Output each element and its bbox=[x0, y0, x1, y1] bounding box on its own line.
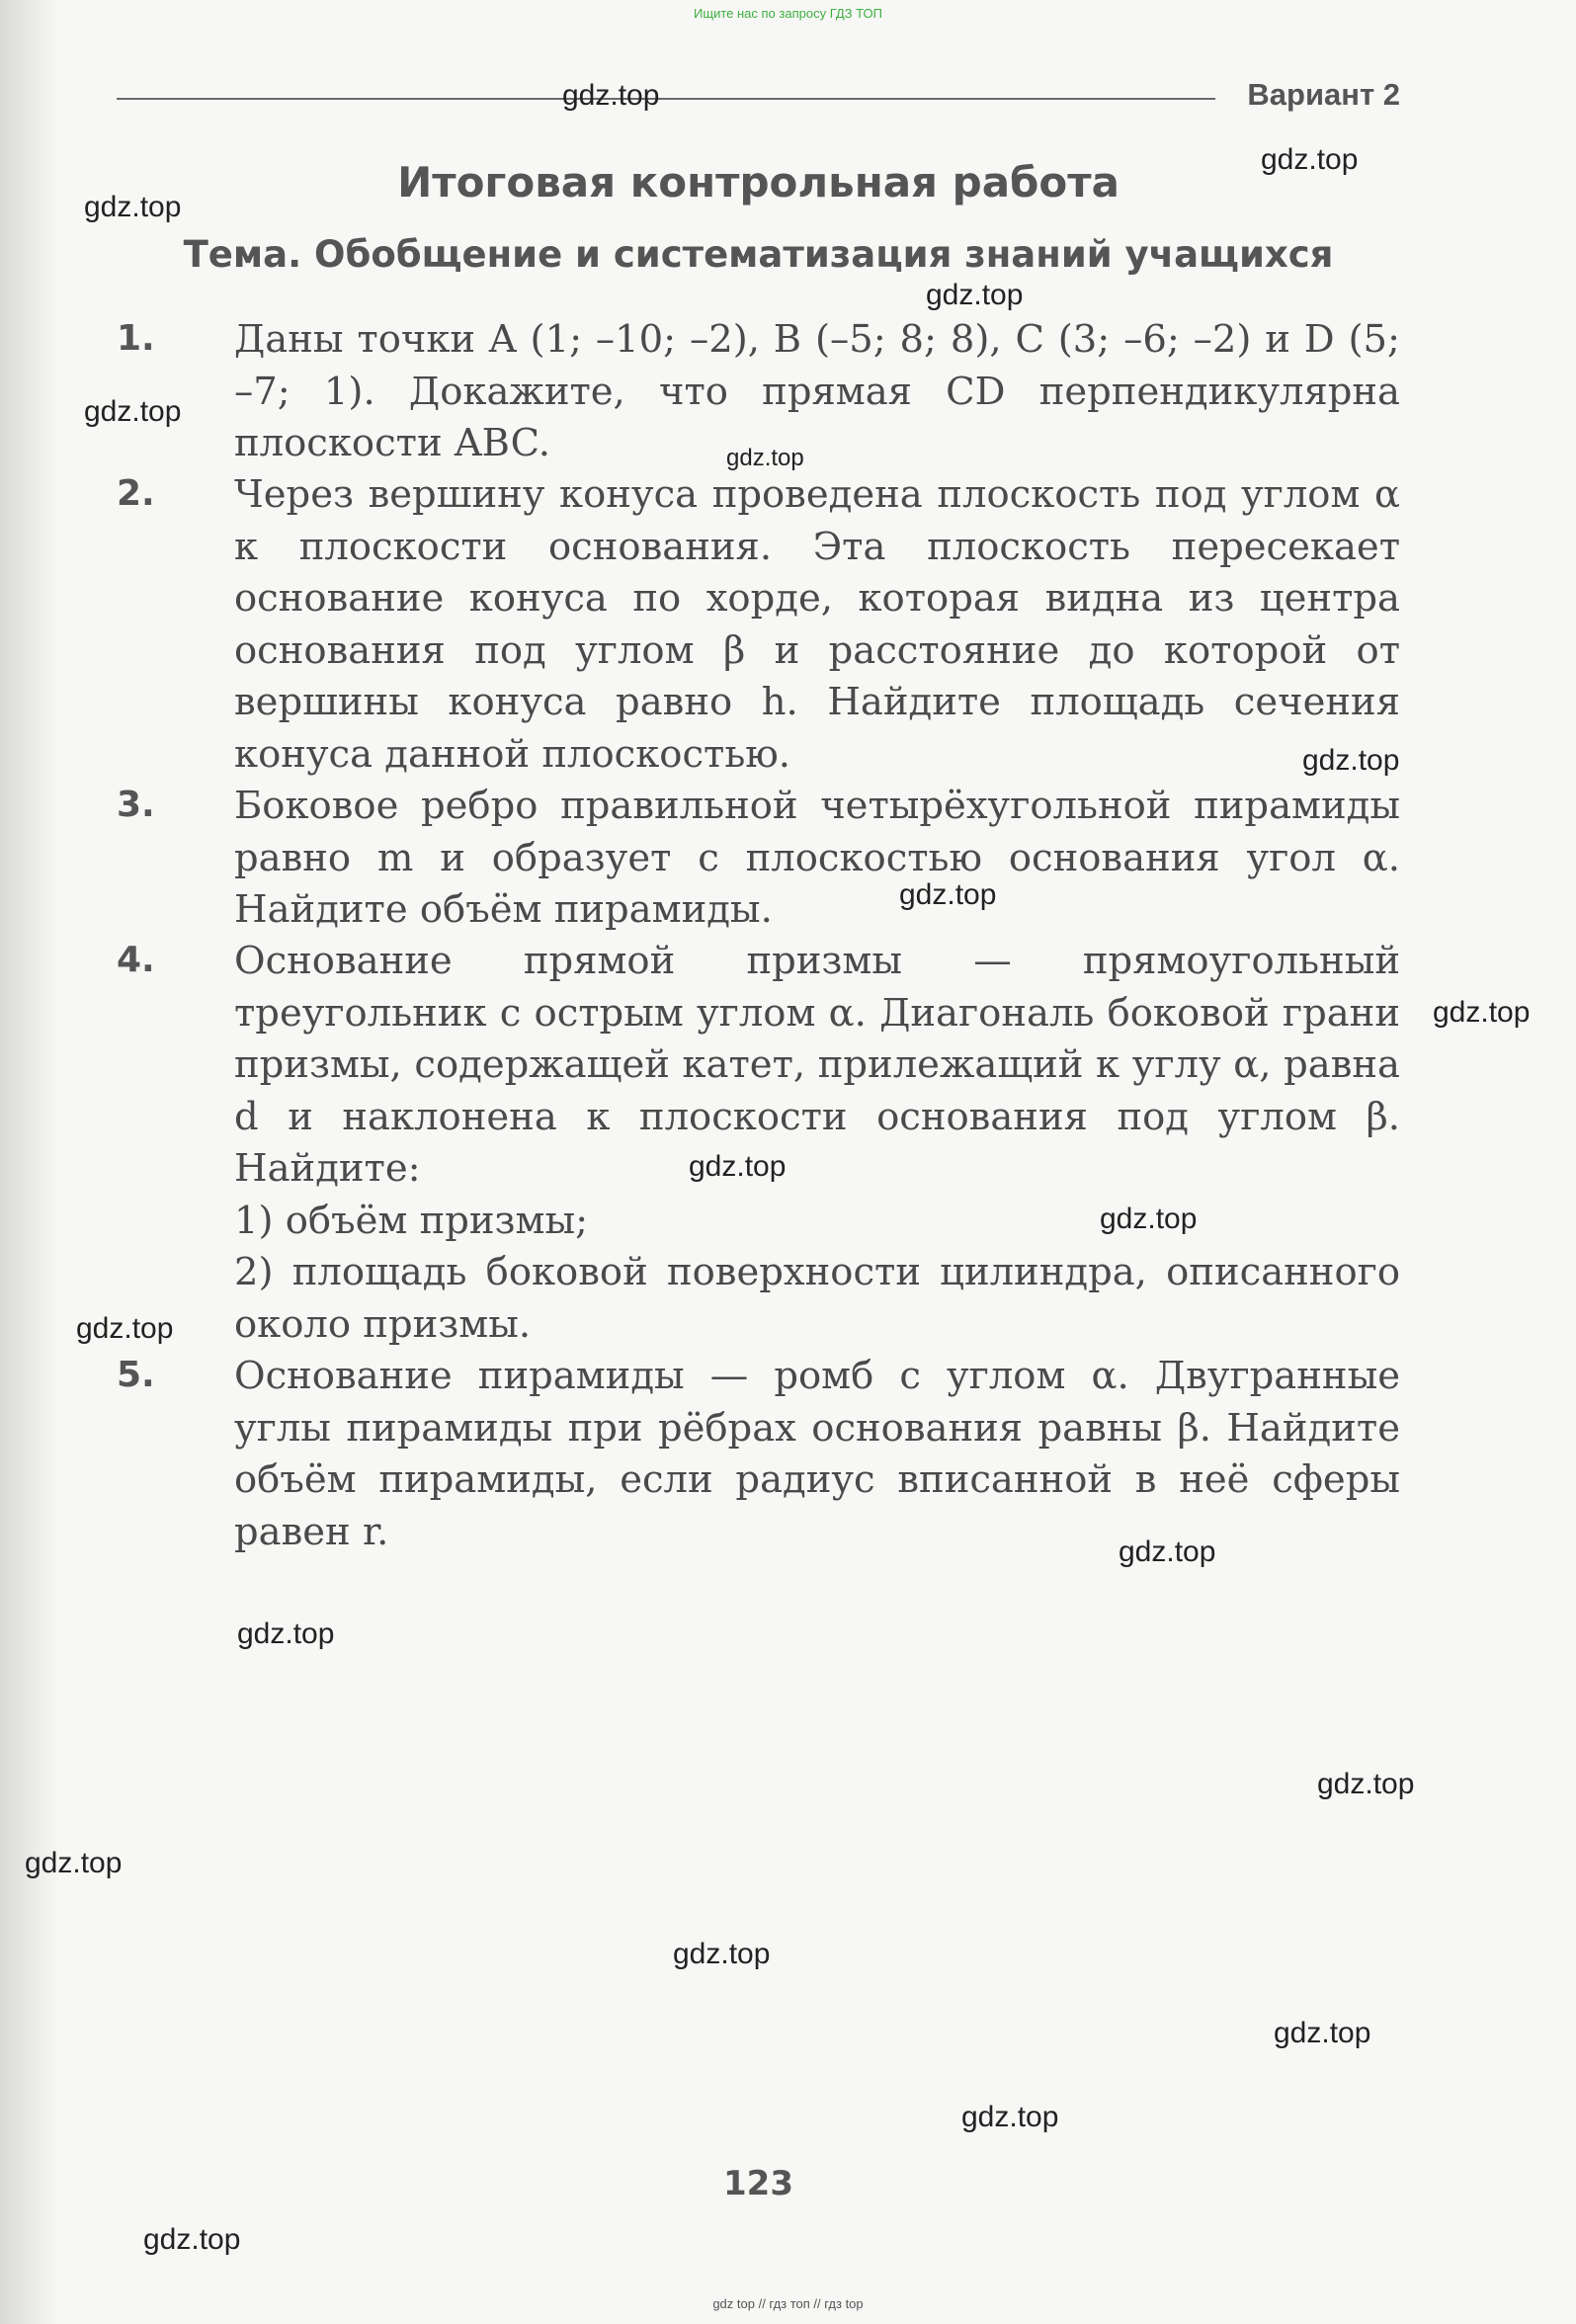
watermark: gdz.top bbox=[1100, 1203, 1198, 1235]
problem-text: Основание пирамиды — ромб с углом α. Двугранные углы пирамиды при рёбрах основания равны β. Найдите объём пирамиды, если радиус вписанной в неё сферы равен r. bbox=[234, 1354, 1413, 1554]
watermark: gdz.top bbox=[673, 1938, 771, 1970]
problem-number: 1. bbox=[117, 318, 155, 359]
watermark: gdz.top bbox=[1433, 996, 1531, 1029]
watermark: gdz.top bbox=[1302, 744, 1400, 777]
watermark: gdz.top bbox=[84, 191, 182, 223]
problem-number: 4. bbox=[117, 940, 155, 980]
watermark: gdz.top bbox=[689, 1150, 787, 1183]
watermark: gdz.top bbox=[143, 2223, 241, 2256]
page-title: Итоговая контрольная работа bbox=[397, 158, 1120, 207]
watermark: gdz.top bbox=[899, 878, 997, 911]
page-subtitle: Тема. Обобщение и систематизация знаний учащихся bbox=[183, 233, 1334, 276]
watermark: gdz.top bbox=[1261, 143, 1359, 176]
watermark: gdz.top bbox=[926, 279, 1024, 311]
page-edge-shadow bbox=[0, 0, 59, 2324]
watermark: gdz.top bbox=[1317, 1768, 1415, 1800]
variant-label: Вариант 2 bbox=[1247, 77, 1400, 112]
watermark: gdz.top bbox=[25, 1847, 123, 1879]
watermark: gdz.top bbox=[726, 445, 804, 471]
problem-number: 2. bbox=[117, 473, 155, 514]
page-number: 123 bbox=[723, 2164, 793, 2203]
top-note: Ищите нас по запросу ГДЗ ТОП bbox=[694, 6, 882, 21]
watermark: gdz.top bbox=[84, 395, 182, 428]
watermark: gdz.top bbox=[76, 1312, 174, 1345]
watermark: gdz.top bbox=[1119, 1536, 1216, 1568]
header-rule bbox=[117, 98, 1215, 100]
watermark: gdz.top bbox=[961, 2101, 1059, 2133]
problem-text: Боковое ребро правильной четырёхугольной пирамиды равно m и образует с плоскостью основания угол α. Найдите объём пирамиды. bbox=[234, 784, 1413, 932]
problem-number: 3. bbox=[117, 785, 155, 825]
problem-text: Даны точки A (1; –10; –2), B (–5; 8; 8), C (3; –6; –2) и D (5; –7; 1). Докажите, что прямая CD перпендикулярна плоскости ABC. bbox=[234, 317, 1413, 465]
problem-number: 5. bbox=[117, 1355, 155, 1395]
problem-text: Через вершину конуса проведена плоскость под углом α к плоскости основания. Эта плоскость пересекает основание конуса по хорде, которая видна из центра основания под углом β и расстояние до которой от вершины конуса равно h. Найдите площадь сечения конуса данной плоскостью. bbox=[234, 472, 1413, 777]
watermark: gdz.top bbox=[1274, 2017, 1371, 2049]
watermark: gdz.top bbox=[562, 79, 660, 112]
problem-text: Основание прямой призмы — прямоугольный треугольник с острым углом α. Диагональ боковой грани призмы, содержащей катет, прилежащий к углу α, равна d и наклонена к плоскости основания под углом β. Найдите: 1) объём призмы; 2) площадь боковой поверхности цилиндра, описанного около призмы. bbox=[234, 939, 1400, 1347]
watermark: gdz.top bbox=[237, 1618, 335, 1650]
bottom-note: gdz top // гдз топ // гдз top bbox=[712, 2296, 864, 2311]
